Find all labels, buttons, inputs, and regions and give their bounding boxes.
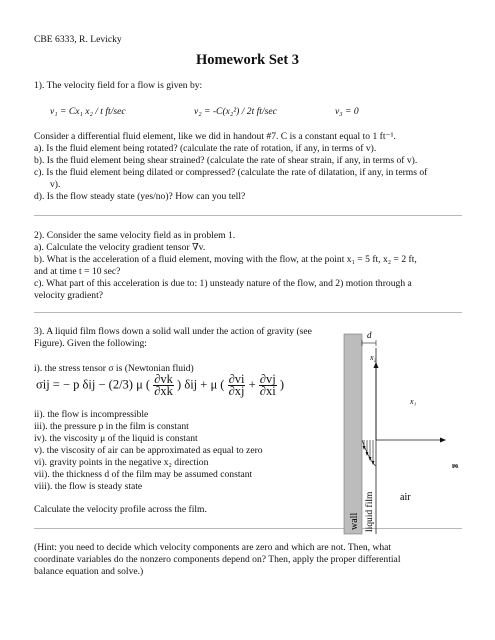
course-header: CBE 6333, R. Levicky bbox=[34, 34, 122, 45]
p3-hint-line1: (Hint: you need to decide which velocity components are zero and which are not. Then, what bbox=[34, 542, 392, 553]
p1-intro: 1). The velocity field for a flow is given by: bbox=[34, 80, 203, 91]
p1-part-c-cont: v). bbox=[50, 179, 61, 190]
p3-item-i: i). the stress tensor σ is (Newtonian fluid) bbox=[34, 363, 194, 374]
label-wall: wall bbox=[349, 512, 360, 530]
page-title: Homework Set 3 bbox=[195, 52, 300, 68]
p2-part-a: a). Calculate the velocity gradient tensor ∇v. bbox=[34, 242, 206, 253]
p1-v1: v₁ = Cx₁ x₂ / t ft/sec bbox=[50, 106, 126, 117]
p1-part-b: b). Is the fluid element being shear strained? (calculate the rate of shear strain, if any, in terms of v). bbox=[34, 155, 418, 166]
stress-equation bbox=[36, 374, 284, 397]
label-x1: x₁ bbox=[410, 397, 417, 406]
p1-v3: v₃ = 0 bbox=[335, 106, 359, 117]
p2-part-c-cont: velocity gradient? bbox=[34, 290, 103, 301]
film-flow-figure bbox=[330, 328, 470, 540]
p3-intro: 3). A liquid film flows down a solid wall under the action of gravity (see bbox=[34, 326, 312, 337]
divider bbox=[34, 215, 462, 216]
p1-part-c: c). Is the fluid element being dilated or compressed? (calculate the rate of dilatation, if any, in terms of bbox=[34, 167, 428, 178]
p3-calc: Calculate the velocity profile across the film. bbox=[34, 504, 207, 515]
eq-plus: + bbox=[248, 377, 256, 392]
label-d: d bbox=[367, 330, 372, 340]
divider bbox=[34, 312, 462, 313]
p1-part-a: a). Is the fluid element being rotated? (calculate the rate of rotation, if any, in terms of v). bbox=[34, 143, 377, 154]
p3-item-vii: vii). the thickness d of the film may be assumed constant bbox=[34, 469, 253, 480]
p3-hint-line2: coordinate variables do the nonzero components depend on? Then, apply the proper differential bbox=[34, 554, 401, 565]
eq-frac-dvj-dxi: $\frac{\partial vj}{\partial xi}$ bbox=[259, 372, 276, 398]
p3-item-ii: ii). the flow is incompressible bbox=[34, 409, 149, 420]
p2-intro: 2). Consider the same velocity field as in problem 1. bbox=[34, 230, 236, 241]
p1-consider: Consider a differential fluid element, like we did in handout #7. C is a constant equal to 1 ft⁻¹. bbox=[34, 131, 396, 142]
eq-mid: ) δij + μ ( bbox=[177, 377, 225, 392]
p3-item-vi: vi). gravity points in the negative x₂ direction bbox=[34, 457, 209, 468]
p2-part-b: b). What is the acceleration of a fluid element, moving with the flow, at the point x₁ = 5 ft, x₂ = 2 ft, bbox=[34, 254, 417, 265]
p3-intro-cont: Figure). Given the following: bbox=[34, 338, 147, 349]
label-liquid-film: liquid film bbox=[365, 491, 375, 532]
p1-part-d: d). Is the flow steady state (yes/no)? How can you tell? bbox=[34, 191, 246, 202]
p3-item-iii: iii). the pressure p in the film is constant bbox=[34, 421, 189, 432]
label-air: air bbox=[400, 492, 411, 503]
eq-frac-dvk-dxk: $\frac{\partial vk}{\partial xk}$ bbox=[154, 372, 173, 398]
label-x2: x₂ bbox=[370, 353, 377, 362]
p3-item-iv: iv). the viscosity μ of the liquid is constant bbox=[34, 433, 198, 444]
p2-part-b-cont: and at time t = 10 sec? bbox=[34, 266, 121, 277]
eq-lhs: σij = − p δij − (2/3) μ ( bbox=[36, 377, 151, 392]
p2-part-c: c). What part of this acceleration is due to: 1) unsteady nature of the flow, and 2) motion through a bbox=[34, 278, 412, 289]
p3-item-v: v). the viscosity of air can be approximated as equal to zero bbox=[34, 445, 263, 456]
eq-close: ) bbox=[279, 377, 284, 392]
p1-v2: v₂ = -C(x₂²) / 2t ft/sec bbox=[194, 106, 277, 117]
label-g: g bbox=[452, 464, 461, 468]
eq-frac-dvi-dxj: $\frac{\partial vi}{\partial xj}$ bbox=[228, 372, 245, 398]
wall-shape bbox=[344, 334, 362, 534]
p3-item-viii: viii). the flow is steady state bbox=[34, 481, 143, 492]
p3-hint-line3: balance equation and solve.) bbox=[34, 566, 144, 577]
